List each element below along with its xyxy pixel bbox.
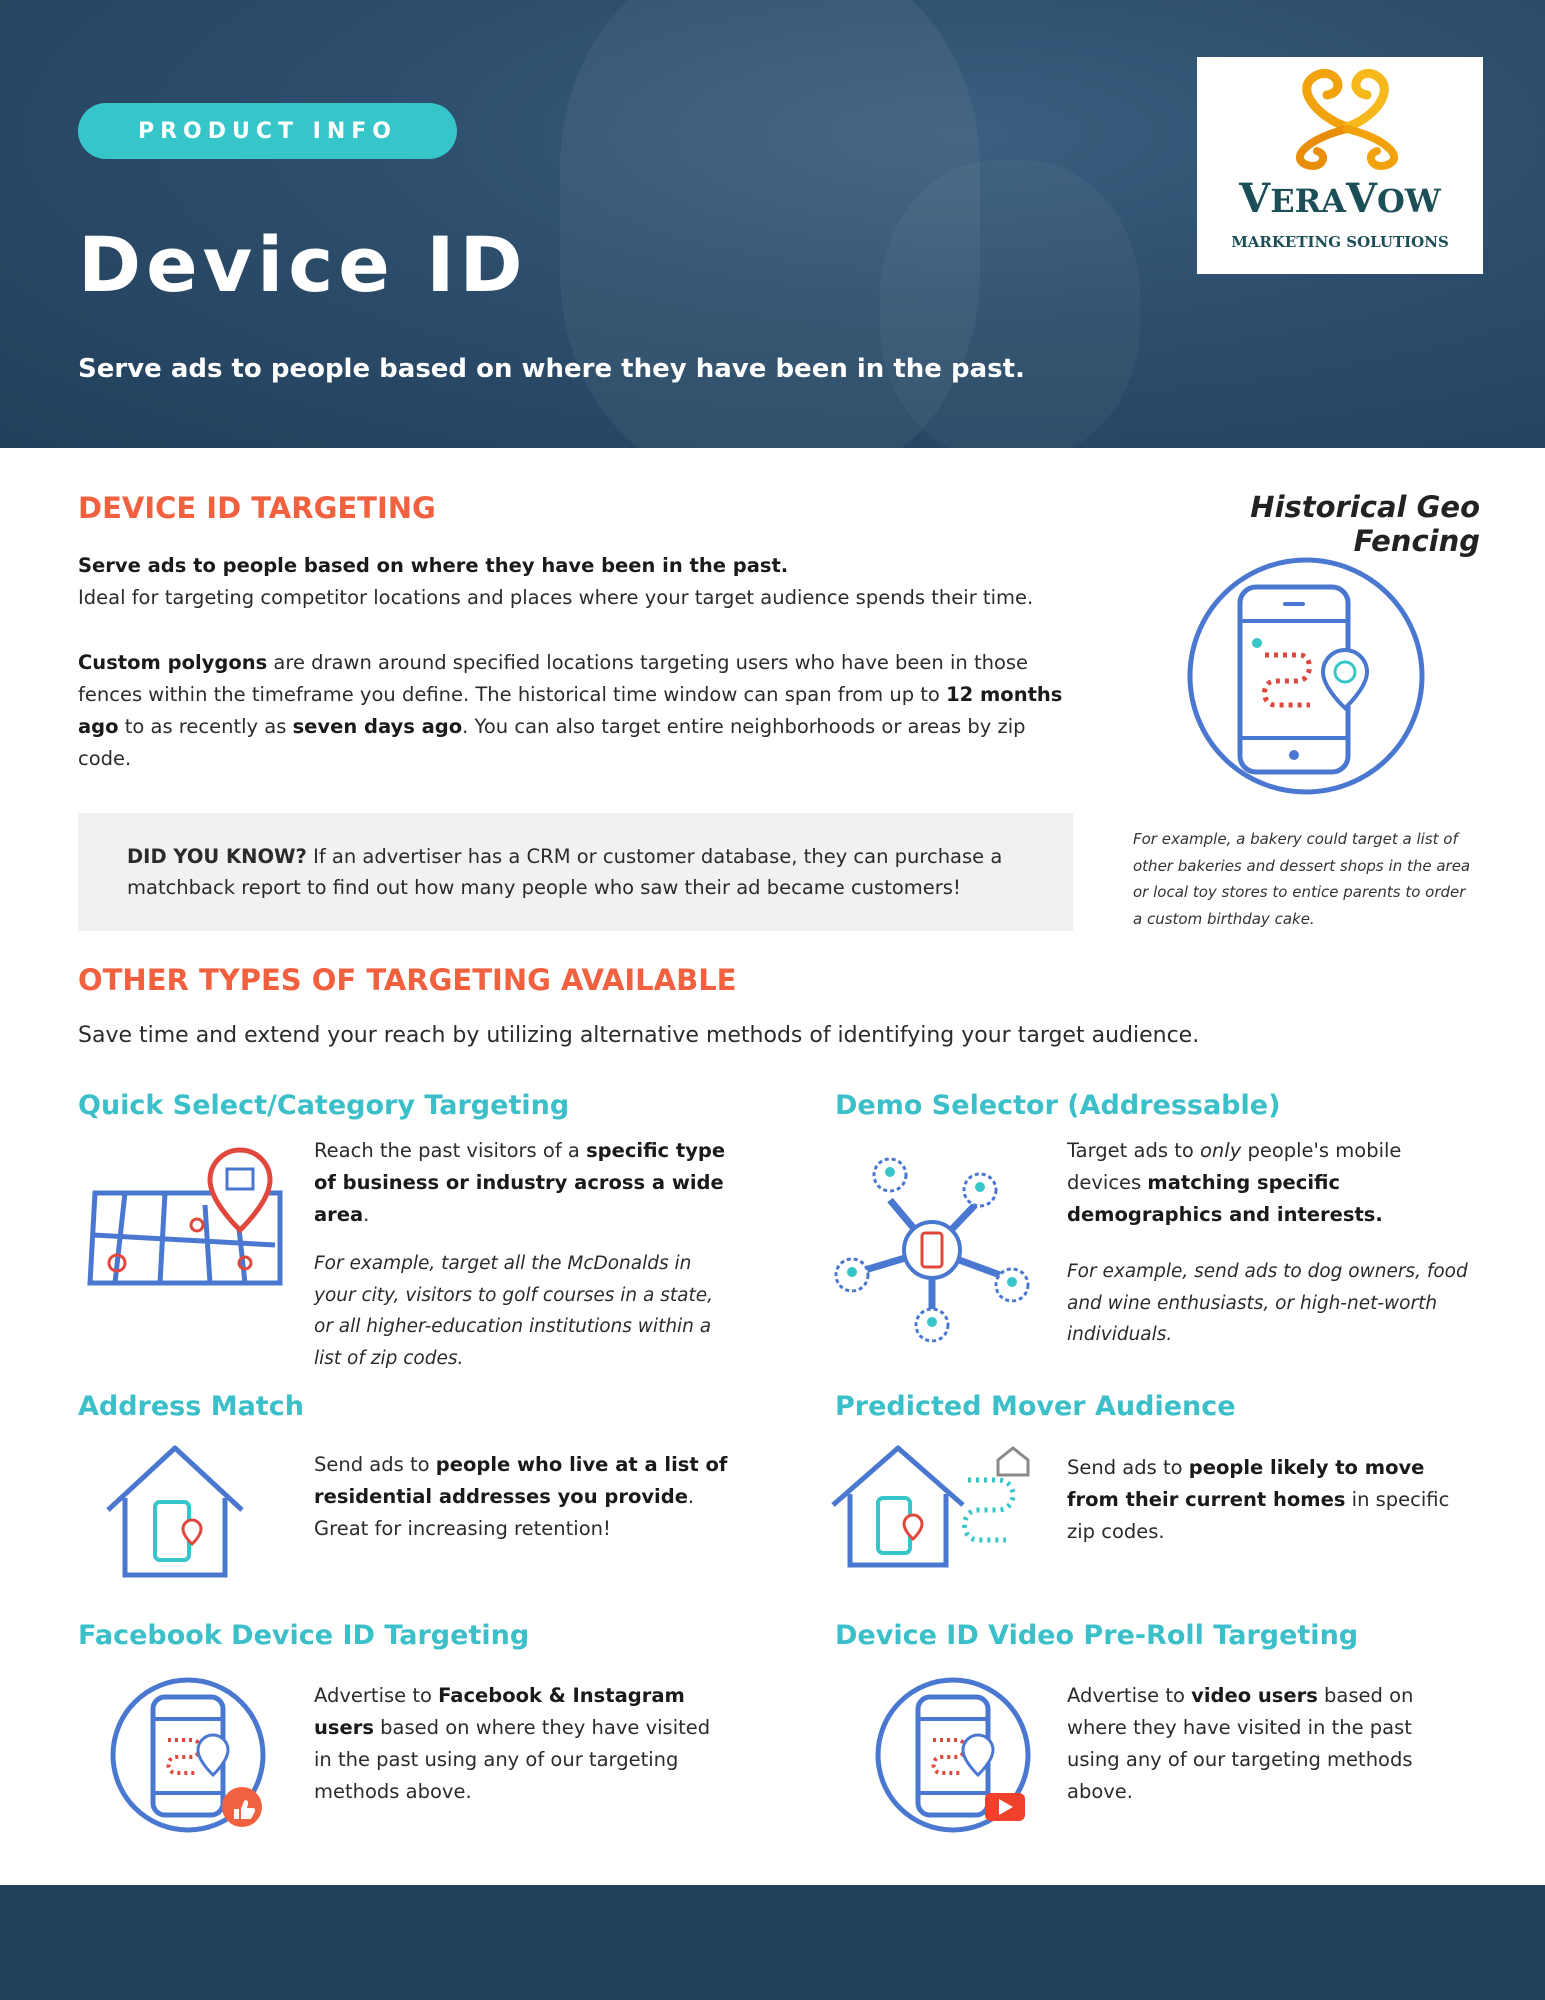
targeting-paragraph-1: Serve ads to people based on where they have been in the past. Ideal for targeting competitor locations and places where your target audience spends their time. xyxy=(78,554,1034,609)
map-pin-store-icon xyxy=(85,1145,285,1295)
video-targeting-title: Device ID Video Pre-Roll Targeting xyxy=(835,1620,1359,1651)
house-phone-icon xyxy=(100,1440,250,1580)
did-you-know-box xyxy=(78,813,1073,931)
quick-select-example: For example, target all the McDonalds in your city, visitors to golf courses in a state, or all higher-education institutions within a list of zip codes. xyxy=(314,1253,713,1369)
page-subtitle: Serve ads to people based on where they have been in the past. xyxy=(78,354,1025,384)
veravow-logo xyxy=(1197,57,1483,274)
quick-select-title: Quick Select/Category Targeting xyxy=(78,1090,570,1121)
facebook-phone-icon xyxy=(108,1675,270,1835)
video-phone-icon xyxy=(873,1675,1035,1835)
demo-selector-description: Target ads to only people's mobile devices matching specific demographics and interests. xyxy=(1067,1139,1402,1226)
page-title: Device ID xyxy=(78,220,528,309)
targeting-paragraph-2: Custom polygons are drawn around specified locations targeting users who have been in those fences within the timeframe you define. The historical time window can span from up to 12 months ago to as recently as seven days ago. You can also target entire neighborhoods or areas by zip code. xyxy=(78,651,1063,770)
demo-selector-example: For example, send ads to dog owners, food and wine enthusiasts, or high-net-worth individuals. xyxy=(1067,1261,1468,1345)
logo-wordmark: VERAVOW xyxy=(1239,175,1441,222)
device-id-targeting-heading: DEVICE ID TARGETING xyxy=(78,491,436,525)
other-targeting-intro: Save time and extend your reach by utilizing alternative methods of identifying your target audience. xyxy=(78,1023,1200,1048)
other-targeting-heading: OTHER TYPES OF TARGETING AVAILABLE xyxy=(78,963,737,997)
geo-fencing-phone-icon xyxy=(1185,555,1427,797)
address-match-title: Address Match xyxy=(78,1391,304,1422)
did-you-know-text: DID YOU KNOW? If an advertiser has a CRM or customer database, they can purchase a matchback report to find out how many people who saw their ad became customers! xyxy=(127,845,1003,899)
logo-tagline: MARKETING SOLUTIONS xyxy=(1231,233,1449,251)
video-targeting-description: Advertise to video users based on where they have visited in the past using any of our targeting methods above. xyxy=(1067,1684,1414,1803)
moving-house-icon xyxy=(828,1440,1038,1580)
predicted-mover-title: Predicted Mover Audience xyxy=(835,1391,1236,1422)
product-info-pill: PRODUCT INFO xyxy=(78,103,457,159)
quick-select-description: Reach the past visitors of a specific type of business or industry across a wide area. xyxy=(314,1139,726,1226)
address-match-description: Send ads to people who live at a list of residential addresses you provide. Great for increasing retention! xyxy=(314,1453,728,1540)
historical-geo-fencing-caption: For example, a bakery could target a list of other bakeries and dessert shops in the area or local toy stores to entice parents to order a custom birthday cake. xyxy=(1133,830,1471,928)
hero-background-shape xyxy=(880,160,1140,448)
demo-selector-title: Demo Selector (Addressable) xyxy=(835,1090,1281,1121)
footer-band xyxy=(0,1885,1545,2000)
historical-geo-fencing-title: Historical Geo Fencing xyxy=(1250,490,1480,558)
logo-swirl-icon xyxy=(1197,57,1483,177)
predicted-mover-description: Send ads to people likely to move from their current homes in specific zip codes. xyxy=(1067,1456,1450,1543)
demographic-network-icon xyxy=(830,1145,1035,1345)
facebook-targeting-title: Facebook Device ID Targeting xyxy=(78,1620,530,1651)
facebook-targeting-description: Advertise to Facebook & Instagram users based on where they have visited in the past using any of our targeting methods above. xyxy=(314,1684,711,1803)
